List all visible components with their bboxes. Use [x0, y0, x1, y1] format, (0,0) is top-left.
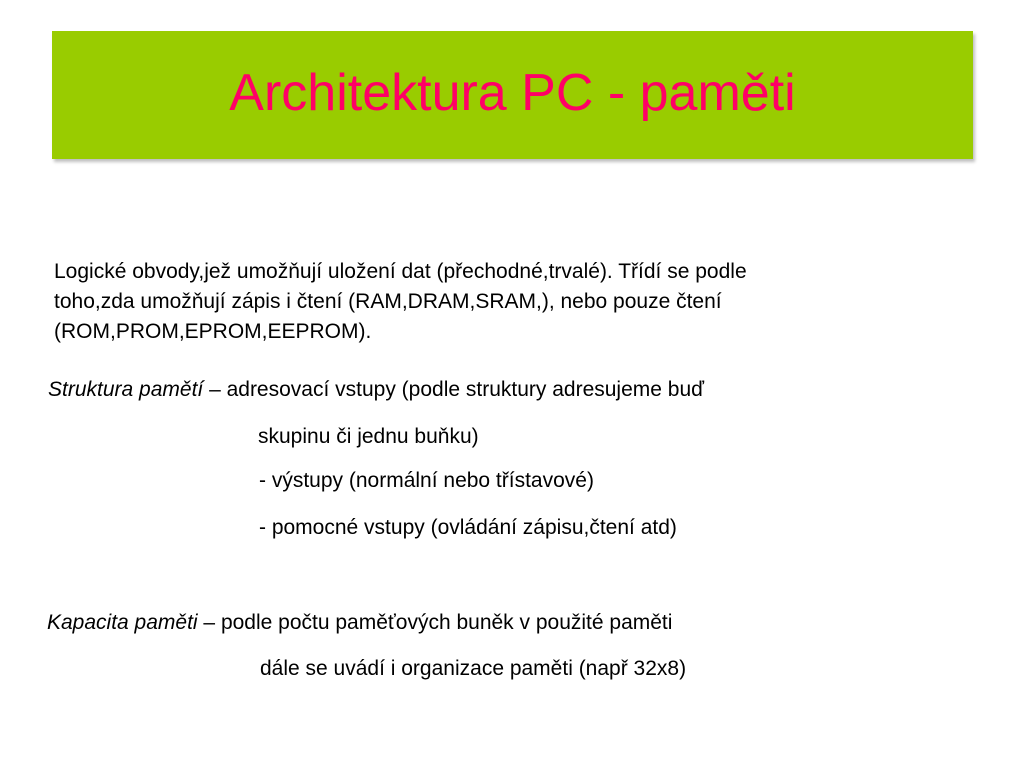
kapacita-term: Kapacita paměti [47, 611, 198, 634]
kapacita-line-1-text: – podle počtu paměťových buněk v použité paměti [197, 611, 673, 634]
struktura-line-1 [48, 377, 704, 403]
kapacita-line-2: dále se uvádí i organizace paměti (např 32x8) [260, 657, 687, 680]
struktura-line-1-text: – adresovací vstupy (podle struktury adresujeme buď [203, 378, 705, 401]
struktura-line-3: - výstupy (normální nebo třístavové) [259, 469, 594, 492]
intro-line-3: (ROM,PROM,EPROM,EEPROM). [54, 320, 372, 343]
intro-line-1: Logické obvody,jež umožňují uložení dat (přechodné,trvalé). Třídí se podle [54, 260, 747, 283]
intro-line-2: toho,zda umožňují zápis i čtení (RAM,DRAM,SRAM,), nebo pouze čtení [54, 290, 722, 313]
struktura-term: Struktura pamětí [48, 378, 204, 401]
struktura-line-2: skupinu či jednu buňku) [258, 425, 479, 448]
struktura-line-4: - pomocné vstupy (ovládání zápisu,čtení atd) [259, 516, 677, 539]
slide-title: Architektura PC - paměti [229, 64, 796, 122]
title-bar [52, 31, 973, 159]
kapacita-line-1 [47, 610, 672, 636]
intro-paragraph [54, 257, 914, 347]
